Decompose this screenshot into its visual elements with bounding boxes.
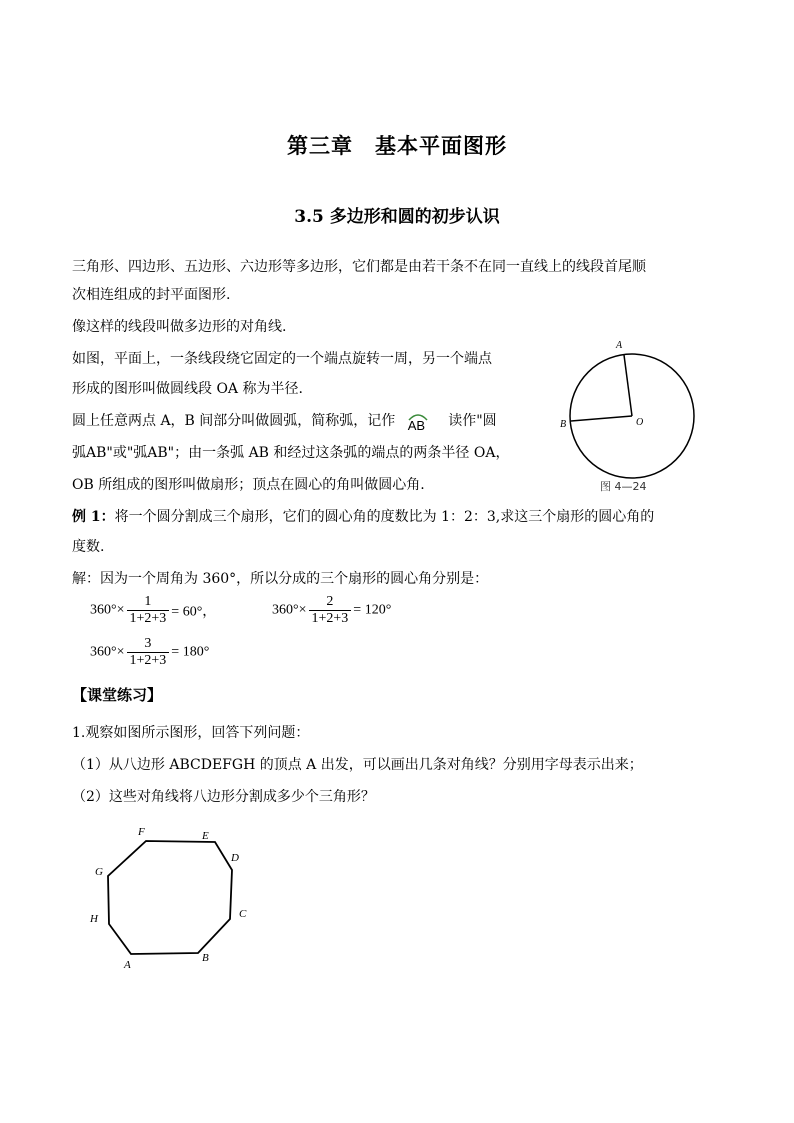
chapter-title: 第三章 基本平面图形 xyxy=(287,133,507,158)
para1-line2: 次相连组成的封平面图形. xyxy=(72,287,231,303)
circle-label-b: B xyxy=(560,419,567,430)
eq1-lhs: 360°× xyxy=(90,602,125,618)
circle-caption: 图 4—24 xyxy=(600,480,647,493)
para3-line1: 如图，平面上，一条线段绕它固定的一个端点旋转一周，另一个端点 xyxy=(72,351,492,367)
eq2-fraction xyxy=(309,594,352,627)
section-title: 3.5 多边形和圆的初步认识 xyxy=(294,207,500,227)
octagon-label-h: H xyxy=(90,913,98,925)
octagon-label-b: B xyxy=(202,952,209,964)
para1-line1: 三角形、四边形、五边形、六边形等多边形，它们都是由若干条不在同一直线上的线段首尾顺 xyxy=(72,259,646,275)
octagon-label-c: C xyxy=(239,908,247,920)
example-text: 将一个圆分割成三个扇形，它们的圆心角的度数比为 1：2：3,求这三个扇形的圆心角的 xyxy=(114,509,655,525)
octagon-label-g: G xyxy=(95,866,103,878)
eq2-num: 2 xyxy=(309,594,352,611)
example-line1 xyxy=(72,506,654,528)
para3-line2: 形成的图形叫做圆线段 OA 称为半径. xyxy=(72,381,303,397)
radius-ob xyxy=(571,416,632,421)
octagon-label-a: A xyxy=(124,959,131,970)
eq3-fraction xyxy=(127,636,170,669)
arc-symbol-label: AB xyxy=(407,418,426,433)
para4-line2: 弧AB"或"弧AB"；由一条弧 AB 和经过这条弧的端点的两条半径 OA， xyxy=(72,445,510,461)
octagon-figure xyxy=(84,820,264,970)
question-1: 1.观察如图所示图形，回答下列问题： xyxy=(72,725,310,741)
octagon-label-f: F xyxy=(138,826,145,838)
para4-line1 xyxy=(72,410,497,432)
equation-2 xyxy=(272,594,391,627)
circle-figure xyxy=(552,334,712,500)
eq1-fraction xyxy=(127,594,170,627)
example-label: 例 1： xyxy=(72,509,115,525)
equation-3 xyxy=(90,636,209,669)
radius-oa xyxy=(624,355,632,416)
eq3-num: 3 xyxy=(127,636,170,653)
para4-line3: OB 所组成的图形叫做扇形；顶点在圆心的角叫做圆心角. xyxy=(72,477,425,493)
eq2-rhs: = 120° xyxy=(353,602,392,618)
octagon-label-e: E xyxy=(202,830,209,842)
solution-line: 解：因为一个周角为 360°，所以分成的三个扇形的圆心角分别是： xyxy=(72,571,489,587)
para4-text-b: 读作"圆 xyxy=(448,413,497,429)
para2: 像这样的线段叫做多边形的对角线. xyxy=(72,319,287,335)
circle-label-o: O xyxy=(636,417,644,428)
circle-label-a: A xyxy=(616,340,623,351)
equation-1 xyxy=(90,594,216,627)
octagon-label-d: D xyxy=(231,852,239,864)
question-1-part-1: （1）从八边形 ABCDEFGH 的顶点 A 出发，可以画出几条对角线？分别用字母表示出来； xyxy=(72,757,643,773)
eq1-rhs: = 60°， xyxy=(171,604,217,620)
eq2-lhs: 360°× xyxy=(272,602,307,618)
para4-text-a: 圆上任意两点 A，B 间部分叫做圆弧，简称弧，记作 xyxy=(72,413,396,429)
octagon-shape xyxy=(108,841,232,954)
arc-symbol xyxy=(406,412,430,433)
eq3-den: 1+2+3 xyxy=(129,653,167,668)
eq1-den: 1+2+3 xyxy=(129,611,167,626)
question-1-part-2: （2）这些对角线将八边形分割成多少个三角形？ xyxy=(72,789,375,805)
eq3-lhs: 360°× xyxy=(90,644,125,660)
eq2-den: 1+2+3 xyxy=(311,611,349,626)
practice-heading: 【课堂练习】 xyxy=(72,686,163,704)
example-line2: 度数. xyxy=(72,539,105,555)
eq3-rhs: = 180° xyxy=(171,644,210,660)
eq1-num: 1 xyxy=(127,594,170,611)
